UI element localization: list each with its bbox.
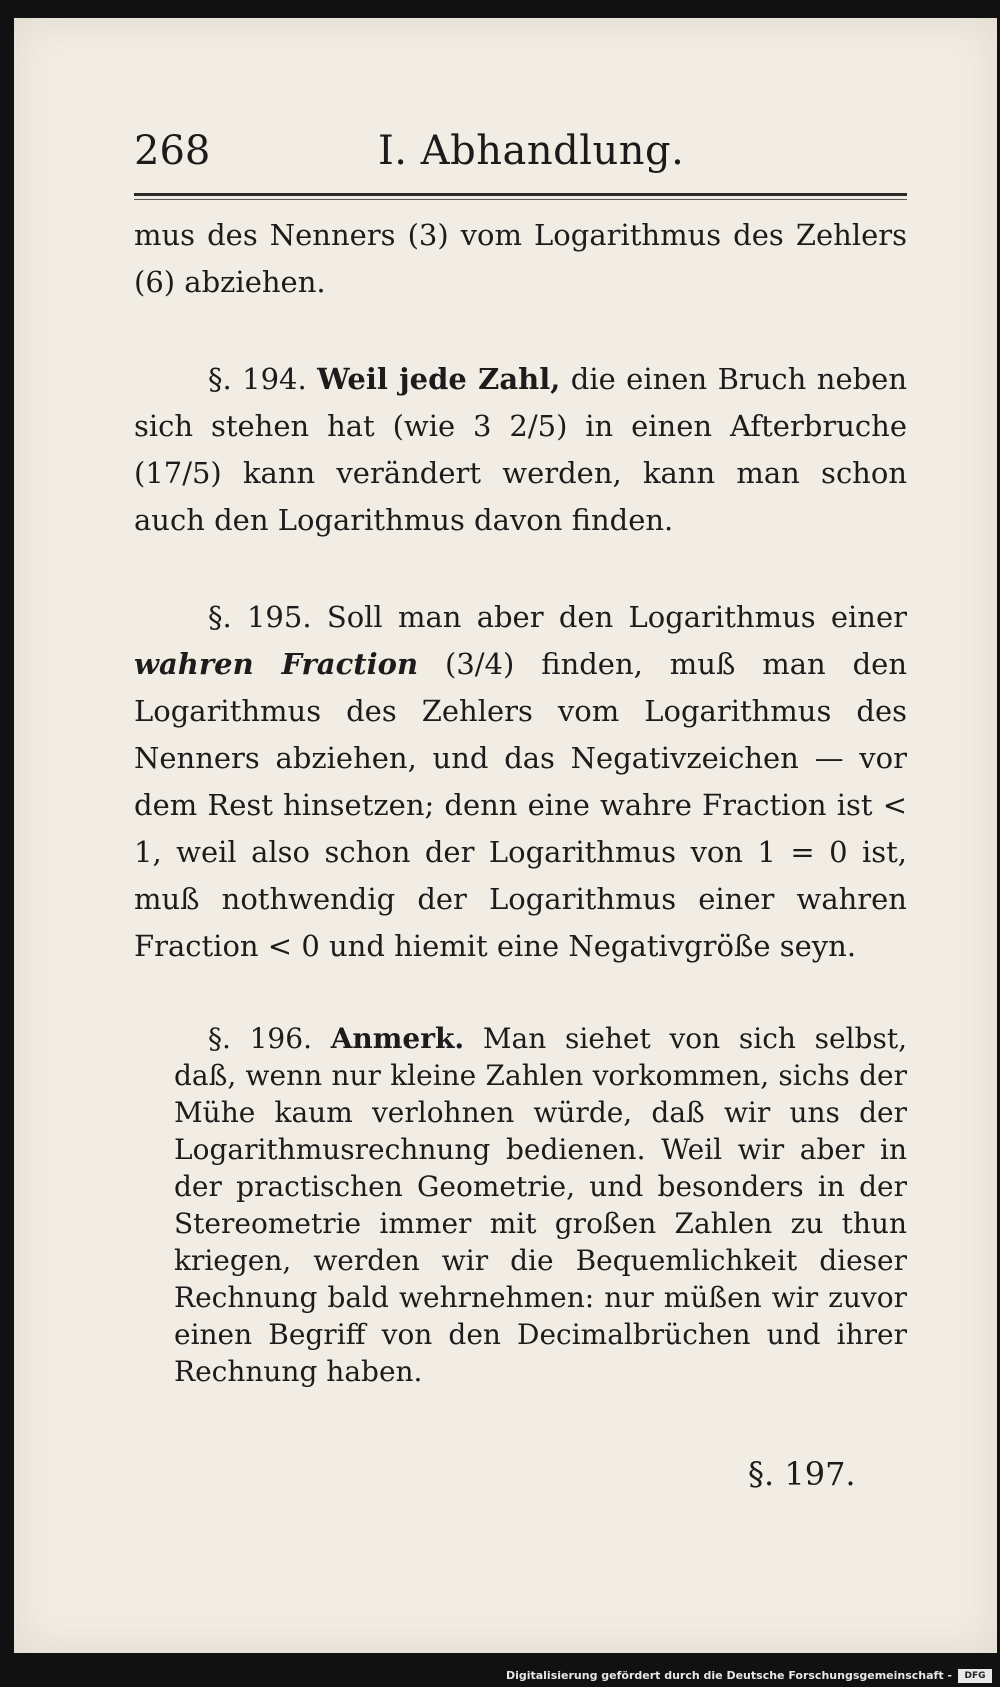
funding-credit: Digitalisierung gefördert durch die Deutsche Forschungsgemeinschaft - [505,1669,952,1682]
page-number: 268 [134,128,211,174]
running-title: I. Abhandlung. [378,128,685,174]
paragraph-text: Soll man aber den Logarithmus einer [326,600,908,634]
section-number: §. 194. [208,362,307,396]
paragraph-194 [134,356,907,544]
section-number: §. 196. [208,1022,312,1055]
paragraph-text: die einen Bruch neben sich stehen hat (wie 3 2/5) in einen Afterbruche (17/5) kann verändert werden, kann man schon auch den Logarithmus davon finden. [134,362,908,537]
emphasis-text: wahren Fraction [134,647,419,681]
header-rule [134,193,907,196]
paragraph-196 [174,1020,907,1390]
catchword: §. 197. [748,1455,856,1493]
paragraph-continuation: mus des Nenners (3) vom Logarithmus des Zehlers (6) abziehen. [134,218,907,299]
dfg-logo: DFG [958,1669,992,1683]
paragraph-text: Man siehet von sich selbst, daß, wenn nur kleine Zahlen vorkommen, sichs der Mühe kaum verlohnen würde, daß wir uns der Logarithmusrechnung bedienen. Weil wir aber in der practischen Geometrie, und besonders in der Stereometrie immer mit großen Zahlen zu thun kriegen, werden wir die Bequemlichkeit dieser Rechnung bald wehrnehmen: nur müßen wir zuvor einen Begriff von den Decimalbrüchen und ihrer Rechnung haben. [174,1022,907,1388]
running-header [134,128,907,188]
paragraph-text: (3/4) finden, muß man den Logarithmus des Zehlers vom Logarithmus des Nenners abziehen, und das Negativzeichen — vor dem Rest hinsetzen; denn eine wahre Fraction ist < 1, weil also schon der Logarithmus von 1 = 0 ist, muß nothwendig der Logarithmus einer wahren Fraction < 0 und hiemit eine Negativgröße seyn. [134,647,908,963]
paragraph-lead: Weil jede Zahl, [317,362,561,396]
header-rule-thin [134,199,907,200]
paragraph-195 [134,594,907,970]
section-number: §. 195. [208,600,312,634]
footer-bar [0,1667,1000,1687]
remark-label: Anmerk. [330,1022,465,1055]
page-body [134,212,907,1390]
